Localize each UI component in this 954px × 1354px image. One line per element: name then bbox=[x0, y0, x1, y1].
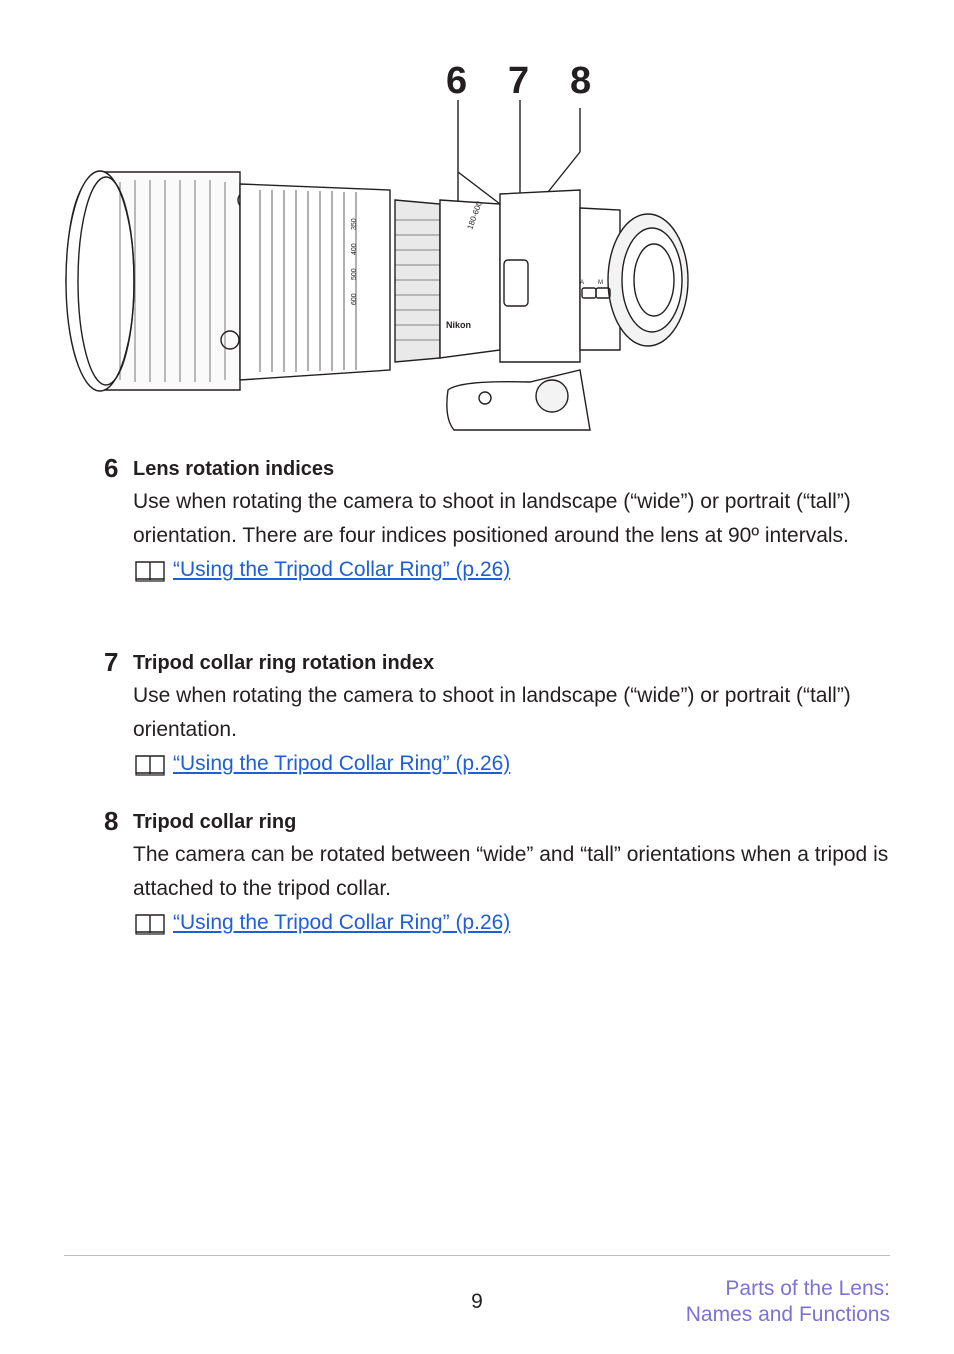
book-icon bbox=[133, 752, 167, 776]
focal-scale-400: 400 bbox=[351, 243, 358, 255]
tripod-collar-ring-link[interactable]: “Using the Tripod Collar Ring” (p.26) bbox=[173, 558, 511, 581]
item-title: Lens rotation indices bbox=[133, 458, 335, 480]
switch-label-m: M bbox=[598, 280, 603, 286]
callout-7: 7 bbox=[508, 60, 530, 102]
footer-divider bbox=[64, 1255, 890, 1256]
section-name[interactable] bbox=[686, 1276, 890, 1328]
item-description-container bbox=[133, 838, 893, 940]
reference-row bbox=[133, 747, 893, 781]
switch-label-a: A bbox=[580, 280, 585, 286]
tripod-collar-ring-link[interactable]: “Using the Tripod Collar Ring” (p.26) bbox=[173, 911, 511, 934]
callout-6: 6 bbox=[446, 60, 468, 102]
page-number: 9 bbox=[471, 1290, 483, 1313]
section-name-line2: Names and Functions bbox=[685, 1303, 890, 1326]
item-tripod-collar-ring-rotation-index bbox=[104, 647, 894, 782]
item-number: 7 bbox=[104, 647, 119, 677]
item-description-container bbox=[133, 679, 893, 781]
reference-row bbox=[133, 553, 893, 587]
item-description-container bbox=[133, 485, 893, 587]
book-icon bbox=[133, 911, 167, 935]
section-name-line1: Parts of the Lens: bbox=[725, 1277, 890, 1300]
tripod-collar-ring-link[interactable]: “Using the Tripod Collar Ring” (p.26) bbox=[173, 752, 511, 775]
book-icon bbox=[133, 558, 167, 582]
focal-scale-600: 600 bbox=[351, 293, 358, 305]
lens-brand-marking: Nikon bbox=[446, 320, 472, 330]
item-title: Tripod collar ring bbox=[133, 811, 297, 833]
lens-illustration bbox=[60, 100, 700, 440]
callout-8: 8 bbox=[570, 60, 592, 102]
item-tripod-collar-ring bbox=[104, 806, 894, 941]
reference-row bbox=[133, 906, 893, 940]
item-description: Use when rotating the camera to shoot in landscape (“wide”) or portrait (“tall”) orientation. bbox=[133, 684, 851, 741]
item-number: 6 bbox=[104, 453, 119, 483]
item-number: 8 bbox=[104, 806, 119, 836]
lens-model-marking: 180-600 bbox=[465, 200, 484, 231]
focal-scale-500: 500 bbox=[351, 268, 358, 280]
focal-scale-350: 350 bbox=[351, 218, 358, 230]
item-title: Tripod collar ring rotation index bbox=[133, 652, 435, 674]
item-lens-rotation-indices bbox=[104, 453, 894, 623]
item-description: The camera can be rotated between “wide” and “tall” orientations when a tripod is attached to the tripod collar. bbox=[133, 843, 889, 900]
item-description: Use when rotating the camera to shoot in landscape (“wide”) or portrait (“tall”) orientation. There are four indices positioned around the lens at 90º intervals. bbox=[133, 490, 851, 547]
